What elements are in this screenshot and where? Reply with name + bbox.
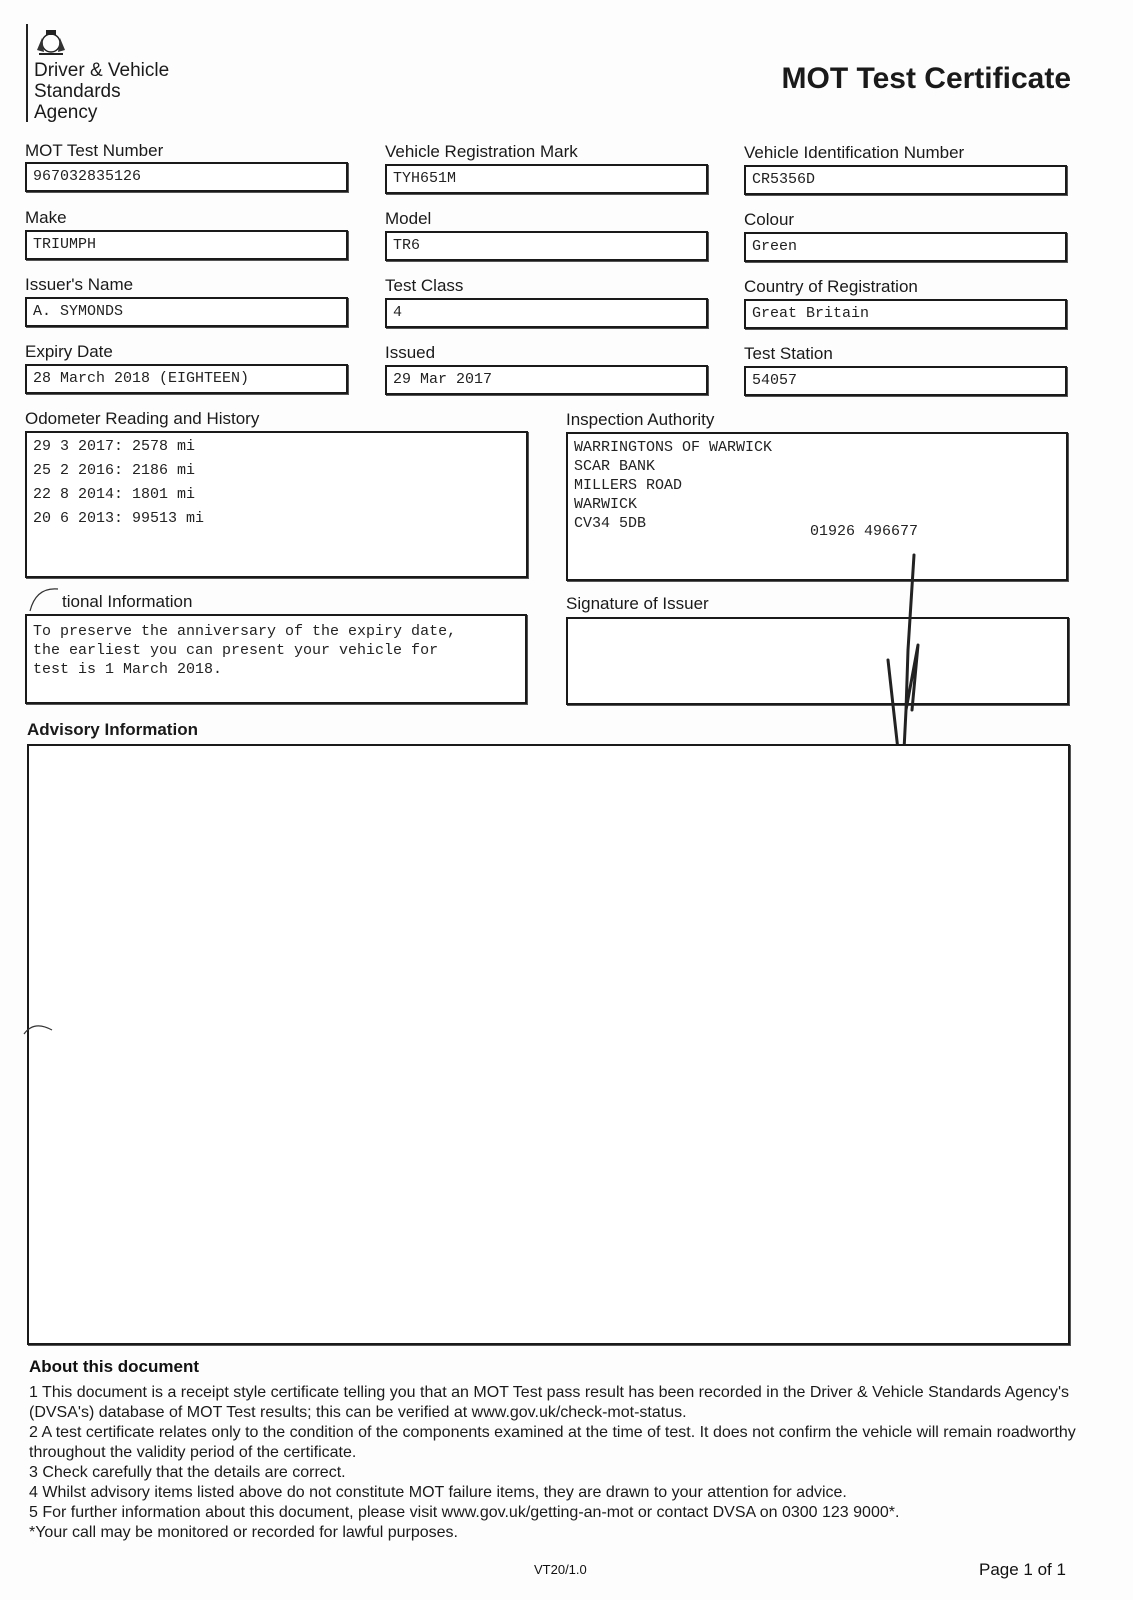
- address-line: CV34 5DB: [574, 515, 647, 532]
- mot-test-number-field: 967032835126: [25, 162, 348, 192]
- address-line: SCAR BANK: [574, 458, 656, 475]
- issuer-label: Issuer's Name: [25, 275, 134, 294]
- about-item: 5 For further information about this document, please visit www.gov.uk/getting-an-mot or contact DVSA on 0300 123 9000*.: [29, 1504, 900, 1521]
- additional-info-box: [25, 614, 527, 704]
- vrm-label: Vehicle Registration Mark: [385, 142, 578, 161]
- about-item: 1 This document is a receipt style certificate telling you that an MOT Test pass result has been recorded in the Driver & Vehicle Standards Agency's (DVSA's) database of MOT Test results; this can be verified at www.gov.uk/check-mot-status.: [29, 1384, 1070, 1421]
- country-field: Great Britain: [744, 299, 1067, 329]
- address-line: WARRINGTONS OF WARWICK: [574, 439, 773, 456]
- odometer-line: 29 3 2017: 2578 mi: [33, 438, 196, 455]
- address-line: MILLERS ROAD: [574, 477, 683, 494]
- odometer-label: Odometer Reading and History: [25, 409, 260, 428]
- test-class-label: Test Class: [385, 276, 464, 295]
- model-field: TR6: [385, 231, 708, 261]
- agency-rule: [26, 24, 28, 122]
- advisory-label: Advisory Information: [27, 720, 198, 739]
- make-field: TRIUMPH: [25, 230, 348, 260]
- signature-box: [566, 617, 1069, 705]
- odometer-line: 22 8 2014: 1801 mi: [33, 486, 196, 503]
- inspection-authority-label: Inspection Authority: [566, 410, 715, 429]
- expiry-label: Expiry Date: [25, 342, 113, 361]
- vin-field: CR5356D: [744, 165, 1067, 195]
- about-item: 4 Whilst advisory items listed above do not constitute MOT failure items, they are drawn to your attention for advice.: [29, 1484, 847, 1501]
- additional-info-label: tional Information: [62, 592, 193, 611]
- form-code: VT20/1.0: [534, 1562, 587, 1577]
- colour-field: Green: [744, 232, 1067, 262]
- advisory-box: [27, 744, 1070, 1345]
- issued-field: 29 Mar 2017: [385, 365, 708, 395]
- about-item: 2 A test certificate relates only to the condition of the components examined at the time of test. It does not confirm the vehicle will remain roadworthy throughout the validity period of the certificate.: [29, 1424, 1076, 1461]
- vrm-field: TYH651M: [385, 164, 708, 194]
- signature-label: Signature of Issuer: [566, 594, 709, 613]
- odometer-line: 20 6 2013: 99513 mi: [33, 510, 205, 527]
- model-label: Model: [385, 209, 432, 228]
- scan-punch-hole-icon: [22, 583, 66, 613]
- vin-label: Vehicle Identification Number: [744, 143, 965, 162]
- mot-test-number-label: MOT Test Number: [25, 141, 164, 160]
- inspection-phone: 01926 496677: [810, 523, 919, 540]
- additional-info-line: test is 1 March 2018.: [33, 661, 223, 678]
- additional-info-line: the earliest you can present your vehicle for: [33, 642, 439, 659]
- royal-crest-icon: [34, 28, 68, 56]
- expiry-field: 28 March 2018 (EIGHTEEN): [25, 364, 348, 394]
- odometer-line: 25 2 2016: 2186 mi: [33, 462, 196, 479]
- about-item: 3 Check carefully that the details are correct.: [29, 1464, 346, 1481]
- make-label: Make: [25, 208, 67, 227]
- test-class-field: 4: [385, 298, 708, 328]
- issued-label: Issued: [385, 343, 436, 362]
- colour-label: Colour: [744, 210, 795, 229]
- page-title: MOT Test Certificate: [781, 62, 1071, 95]
- additional-info-line: To preserve the anniversary of the expiry date,: [33, 623, 457, 640]
- issuer-field: A. SYMONDS: [25, 297, 348, 327]
- address-line: WARWICK: [574, 496, 638, 513]
- about-item: *Your call may be monitored or recorded for lawful purposes.: [29, 1524, 458, 1541]
- about-title: About this document: [29, 1357, 199, 1376]
- test-station-field: 54057: [744, 366, 1067, 396]
- page-number: Page 1 of 1: [979, 1560, 1066, 1579]
- inspection-authority-box: [566, 432, 1068, 581]
- test-station-label: Test Station: [744, 344, 833, 363]
- agency-name: Driver & Vehicle Standards Agency: [34, 60, 170, 123]
- about-list: [29, 1383, 1089, 1543]
- scan-punch-hole-icon: [20, 1016, 60, 1046]
- country-label: Country of Registration: [744, 277, 918, 296]
- odometer-history: [25, 431, 528, 578]
